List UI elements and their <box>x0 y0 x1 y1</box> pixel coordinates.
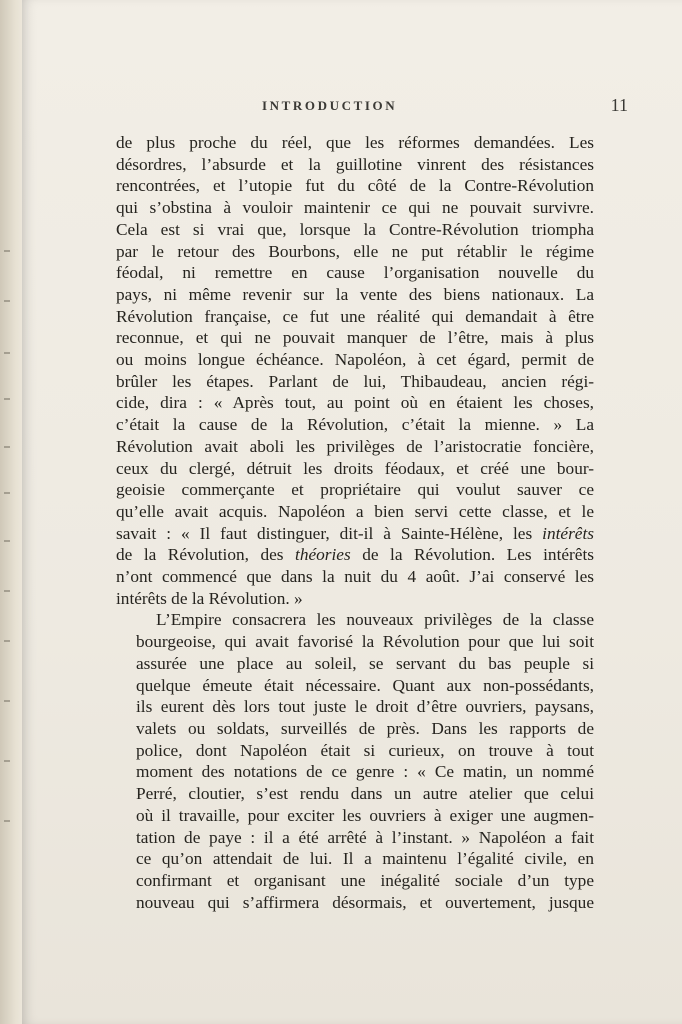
text-line: Révolution française, ce fut une réalité qui demandait à être <box>116 306 594 326</box>
text-line: confirmant et organisant une inégalité sociale d’un type <box>136 870 594 890</box>
text-fragment: de la Révolution. Les intérêts <box>350 545 594 565</box>
text-line: ou moins longue échéance. Napoléon, à cet égard, permit de <box>116 350 594 370</box>
text-line: par le retour des Bourbons, elle ne put rétablir le régime <box>116 241 594 261</box>
text-line: n’ont commencé que dans la nuit du 4 août. J’ai conservé les <box>116 567 594 587</box>
text-line: désordres, l’absurde et la guillotine vinrent des résistances <box>116 154 594 174</box>
text-line: qui s’obstina à vouloir maintenir ce qui ne pouvait survivre. <box>116 198 594 218</box>
text-line: reconnue, et qui ne pouvait manquer de l’être, mais à plus <box>116 328 594 348</box>
text-line: quelque émeute était nécessaire. Quant aux non-possédants, <box>136 675 594 695</box>
running-head: INTRODUCTION <box>262 98 398 113</box>
text-line: police, dont Napoléon était si curieux, on trouve à tout <box>136 740 594 760</box>
text-line: ils eurent dès lors tout juste le droit d’être ouvriers, paysans, <box>136 697 594 717</box>
text-line: féodal, ni remettre en cause l’organisation nouvelle du <box>116 263 594 283</box>
text-line: qu’elle avait acquis. Napoléon a bien servi cette classe, et le <box>116 501 594 521</box>
text-line: où il travaille, pour exciter les ouvriers à exiger une augmen- <box>136 805 594 825</box>
text-line: ce qu’on attendait de lui. Il a maintenu l’égalité civile, en <box>136 849 594 869</box>
text-line: L’Empire consacrera les nouveaux privilèges de la classe <box>156 610 594 630</box>
text-line: rencontrées, et l’utopie fut du côté de la Contre-Révolution <box>116 176 594 196</box>
text-fragment: savait : « Il faut distinguer, dit-il à Sainte-Hélène, les <box>116 523 543 543</box>
text-line: valets ou soldats, surveillés de près. Dans les rapports de <box>136 718 594 738</box>
text-line: Cela est si vrai que, lorsque la Contre-Révolution triompha <box>116 219 594 239</box>
text-line: intérêts de la Révolution. » <box>116 588 303 608</box>
emphasis-theories: théories <box>295 545 351 565</box>
emphasis-interets: intérêts <box>542 523 594 543</box>
text-line: moment des notations de ce genre : « Ce matin, un nommé <box>136 762 594 782</box>
text-line: cide, dira : « Après tout, au point où en étaient les choses, <box>116 393 594 413</box>
paragraph-2 <box>116 609 594 913</box>
paragraph-1 <box>116 132 594 609</box>
page-number: 11 <box>610 95 628 115</box>
text-line: geoisie commerçante et propriétaire qui voulut sauver ce <box>116 480 594 500</box>
text-line: Perré, cloutier, s’est rendu dans un autre atelier que celui <box>136 784 594 804</box>
text-line: bourgeoise, qui avait favorisé la Révolution pour que lui soit <box>136 632 594 652</box>
text-fragment: de la Révolution, des <box>116 545 296 565</box>
text-line: tation de paye : il a été arrêté à l’instant. » Napoléon a fait <box>136 827 594 847</box>
page-header <box>262 96 642 122</box>
text-line: Révolution avait aboli les privilèges de l’aristocratie foncière, <box>116 436 594 456</box>
text-line <box>116 544 594 566</box>
text-line: c’était la cause de la Révolution, c’était la mienne. » La <box>116 415 594 435</box>
text-line: nouveau qui s’affirmera désormais, et ouvertement, jusque <box>136 892 594 912</box>
text-line: ceux du clergé, détruit les droits féodaux, et créé une bour- <box>116 458 594 478</box>
text-line: assurée une place au soleil, se servant du bas peuple si <box>136 653 594 673</box>
text-line: de plus proche du réel, que les réformes demandées. Les <box>116 133 594 152</box>
text-line: brûler les étapes. Parlant de lui, Thibaudeau, ancien régi- <box>116 371 594 391</box>
book-page <box>22 0 682 1024</box>
body-text <box>116 132 594 913</box>
text-line: pays, ni même revenir sur la vente des biens nationaux. La <box>116 284 594 304</box>
text-line <box>116 523 594 545</box>
